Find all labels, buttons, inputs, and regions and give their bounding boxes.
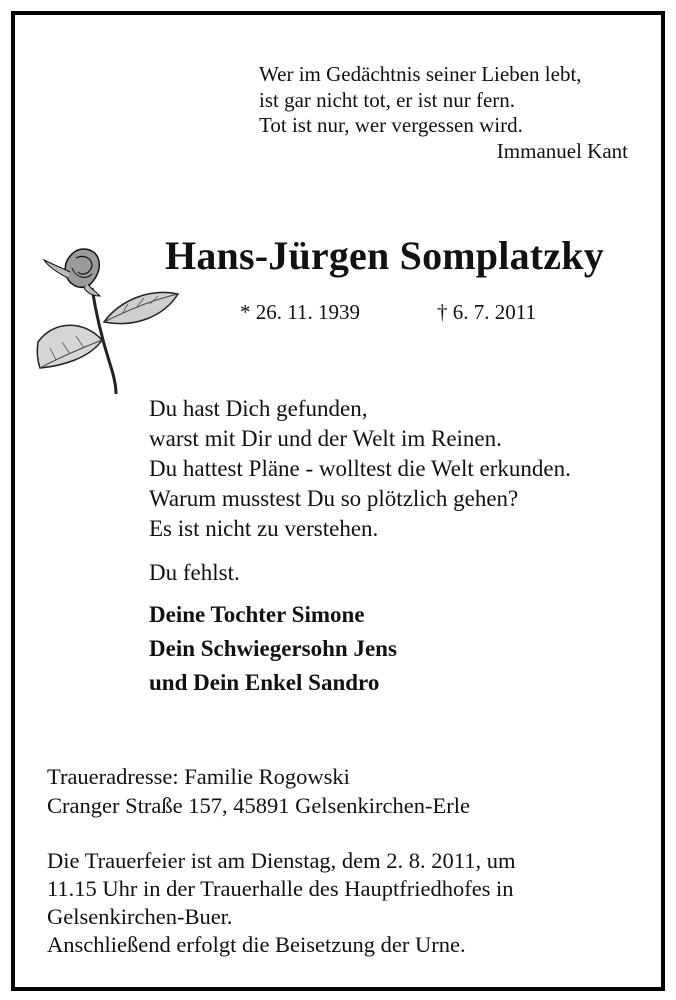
poem <box>149 394 571 544</box>
mourning-address <box>47 762 470 820</box>
ceremony-line: Anschließend erfolgt die Beisetzung der Urne. <box>47 932 466 957</box>
poem-line: warst mit Dir und der Welt im Reinen. <box>149 426 502 451</box>
missed-text: Du fehlst. <box>149 560 240 585</box>
poem-line: Es ist nicht zu verstehen. <box>149 516 379 541</box>
mourner: Deine Tochter Simone <box>149 602 365 627</box>
quote-line: ist gar nicht tot, er ist nur fern. <box>259 87 516 112</box>
quote-line: Tot ist nur, wer vergessen wird. <box>259 113 523 137</box>
address-line: Cranger Straße 157, 45891 Gelsenkirchen-Erle <box>47 793 470 818</box>
rose-icon <box>32 244 182 396</box>
ceremony-line: Gelsenkirchen-Buer. <box>47 904 233 929</box>
quote-line: Wer im Gedächtnis seiner Lieben lebt, <box>259 62 582 86</box>
deceased-name: Hans-Jürgen Somplatzky <box>165 233 604 278</box>
address-line: Traueradresse: Familie Rogowski <box>47 764 350 789</box>
kant-quote <box>259 62 582 139</box>
birth-date: * 26. 11. 1939 <box>240 300 360 324</box>
mourners <box>149 598 397 700</box>
poem-line: Du hattest Pläne - wolltest die Welt erkunden. <box>149 456 571 481</box>
ceremony-line: Die Trauerfeier ist am Dienstag, dem 2. 8. 2011, um <box>47 848 516 873</box>
poem-line: Du hast Dich gefunden, <box>149 396 368 421</box>
death-date: † 6. 7. 2011 <box>437 300 536 324</box>
ceremony-line: 11.15 Uhr in der Trauerhalle des Hauptfriedhofes in <box>47 876 514 901</box>
poem-line: Warum musstest Du so plötzlich gehen? <box>149 486 519 511</box>
quote-author: Immanuel Kant <box>496 139 628 163</box>
mourner: und Dein Enkel Sandro <box>149 670 380 695</box>
ceremony-info <box>47 847 515 959</box>
mourner: Dein Schwiegersohn Jens <box>149 636 397 661</box>
